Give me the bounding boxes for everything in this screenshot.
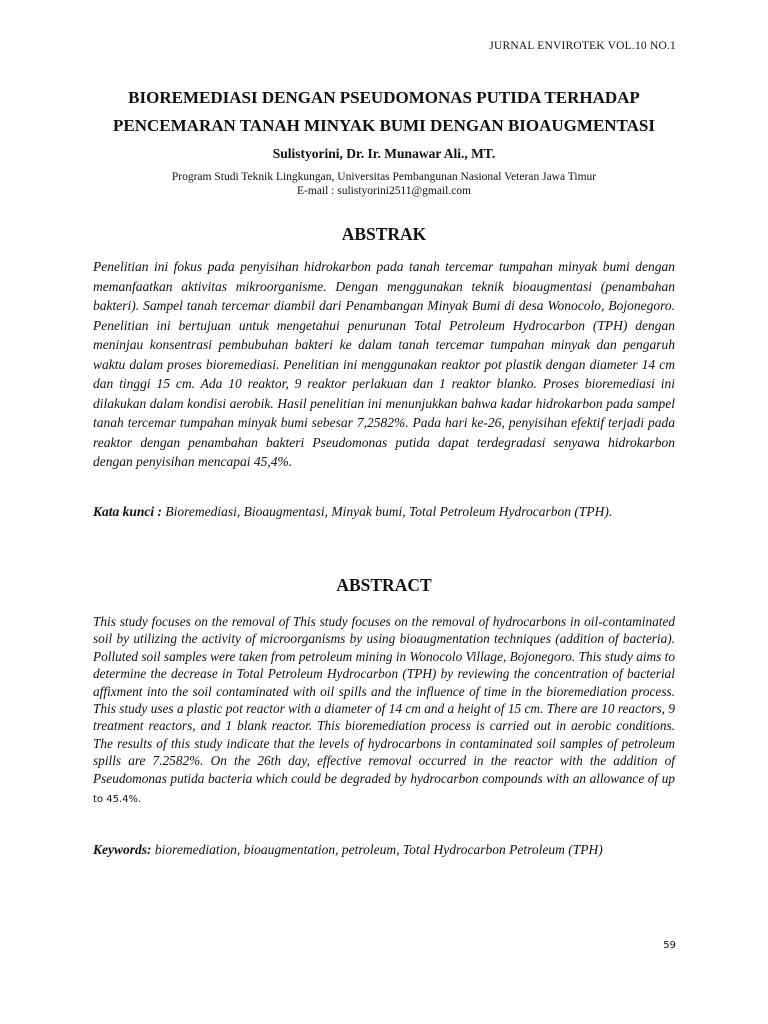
kata-kunci	[93, 500, 675, 524]
kata-kunci-text: Bioremediasi, Bioaugmentasi, Minyak bumi, Total Petroleum Hydrocarbon (TPH).	[165, 504, 613, 519]
keywords-text: bioremediation, bioaugmentation, petroleum, Total Hydrocarbon Petroleum (TPH)	[154, 842, 603, 857]
author-list: Sulistyorini, Dr. Ir. Munawar Ali., MT.	[272, 146, 496, 161]
affiliation-institution: Program Studi Teknik Lingkungan, Universitas Pembangunan Nasional Veteran Jawa Timur	[171, 171, 597, 183]
paper-title	[60, 84, 708, 140]
journal-header: JURNAL ENVIROTEK VOL.10 NO.1	[489, 40, 676, 52]
page-number: 59	[663, 940, 676, 951]
abstract-body-tail: to 45.4%.	[93, 794, 142, 806]
paper-title-line-1: BIOREMEDIASI DENGAN PSEUDOMONAS PUTIDA TERHADAP	[128, 88, 640, 107]
abstract-heading: ABSTRACT	[336, 575, 432, 595]
affiliation-email: E-mail : sulistyorini2511@gmail.com	[296, 185, 472, 197]
keywords	[93, 838, 675, 862]
abstract-body-text: This study focuses on the removal of This study focuses on the removal of hydrocarbons in oil-contaminated soil by utilizing the activity of microorganisms by using bioaugmentation techniques (addition of bacteria). Polluted soil samples were taken from petroleum mining in Wonocolo Village, Bojonegoro. This study aims to determine the decrease in Total Petroleum Hydrocarbon (TPH) by reviewing the concentration of bacterial affixment into the soil contaminated with oil spills and the influence of time in the bioremediation process. This study uses a plastic pot reactor with a diameter of 14 cm and a height of 15 cm. There are 10 reactors, 9 treatment reactors, and 1 blank reactor. This bioremediation process is carried out in aerobic conditions. The results of this study indicate that the levels of hydrocarbons in contaminated soil samples of petroleum spills are 7.2582%. On the 26th day, effective removal occurred in the reactor with the addition of Pseudomonas putida bacteria which could be degraded by hydrocarbon compounds with an allowance of up	[93, 614, 675, 786]
kata-kunci-label: Kata kunci :	[93, 504, 163, 519]
keywords-label: Keywords:	[93, 842, 152, 857]
abstract-body	[93, 613, 675, 808]
abstrak-heading: ABSTRAK	[341, 224, 427, 244]
abstrak-body: Penelitian ini fokus pada penyisihan hidrokarbon pada tanah tercemar tumpahan minyak bumi dengan memanfaatkan aktivitas mikroorganisme. Dengan menggunakan teknik bioaugmentasi (penambahan bakteri). Sampel tanah tercemar diambil dari Penambangan Minyak Bumi di desa Wonocolo, Bojonegoro. Penelitian ini bertujuan untuk mengetahui penurunan Total Petroleum Hydrocarbon (TPH) dengan meninjau konsentrasi pembubuhan bakteri ke dalam tanah tercemar tumpahan minyak dan pengaruh waktu dalam proses bioremediasi. Penelitian ini menggunakan reaktor pot plastik dengan diameter 14 cm dan tinggi 15 cm. Ada 10 reaktor, 9 reaktor perlakuan dan 1 reaktor blanko. Proses bioremediasi ini dilakukan dalam kondisi aerobik. Hasil penelitian ini menunjukkan bahwa kadar hidrokarbon pada sampel tanah tercemar tumpahan minyak bumi sebesar 7,2582%. Pada hari ke-26, penyisihan efektif terjadi pada reaktor dengan penambahan bakteri Pseudomonas putida dapat terdegradasi senyawa hidrokarbon dengan penyisihan mencapai 45,4%.	[93, 259, 675, 469]
paper-title-line-2: PENCEMARAN TANAH MINYAK BUMI DENGAN BIOAUGMENTASI	[113, 116, 655, 135]
affiliation	[0, 170, 768, 198]
